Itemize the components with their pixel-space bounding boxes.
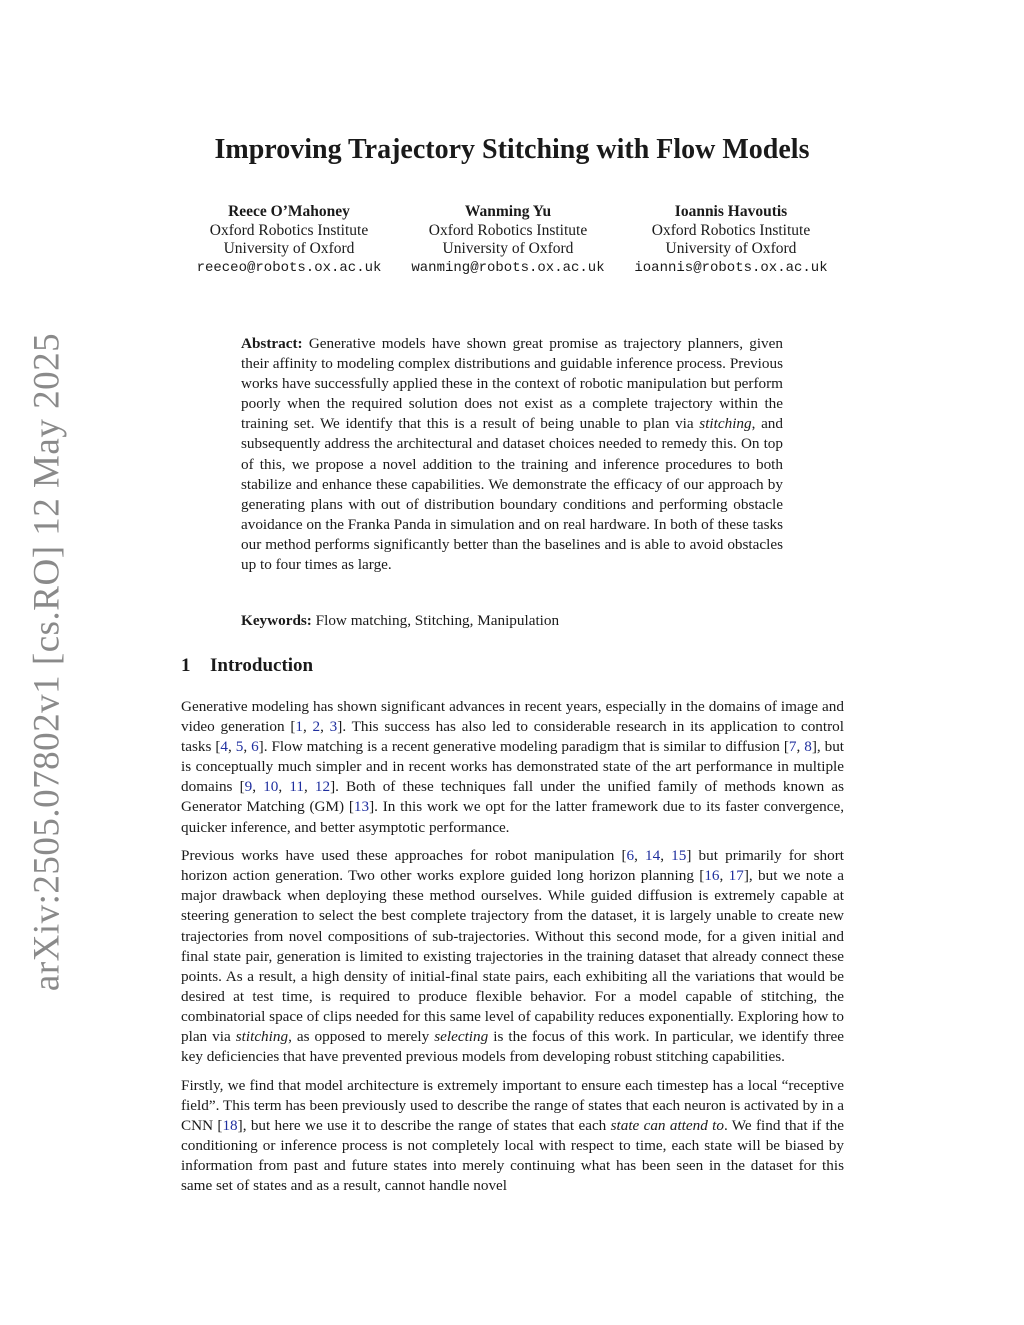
citation-link[interactable]: 7 (788, 738, 797, 756)
citation-link[interactable]: 18 (222, 1116, 238, 1134)
paragraph-text: is the focus of this work. In particular, we identify three key deficiencies that have prevented previous models from developing robust stitching capabilities. (181, 1028, 844, 1066)
citation-link[interactable]: 4 (220, 738, 228, 756)
paragraph-text: ]. Flow matching is a recent generative modeling paradigm that is similar to diffusion [ (258, 738, 789, 756)
paragraph-3 (181, 1076, 844, 1197)
author-institute: Oxford Robotics Institute (428, 221, 588, 239)
citation-link[interactable]: 8 (804, 738, 812, 756)
keywords (241, 611, 783, 631)
author-name: Wanming Yu (464, 203, 552, 220)
citation-separator: , (719, 867, 729, 885)
author-institute: Oxford Robotics Institute (651, 221, 811, 239)
citation-link[interactable]: 14 (645, 847, 661, 865)
author-institute: Oxford Robotics Institute (209, 221, 369, 239)
citation-link[interactable]: 13 (353, 798, 370, 816)
citation-separator: , (660, 847, 672, 865)
paragraph-text: ] but primarily for short horizon action generation. Two other works explore guided long horizon planning [ (181, 847, 844, 885)
citation-separator: , (796, 738, 805, 756)
abstract-emphasis: stitching (699, 415, 752, 433)
abstract-text: , and subsequently address the architectural and dataset choices needed to remedy this. On top of this, we propose a novel addition to the training and inference procedures to both stabilize and enhance these capabilities. We demonstrate the efficacy of our approach by generating plans with out of distribution boundary conditions and performing obstacle avoidance on the Franka Panda in simulation and on real hardware. In both of these tasks our method performs significantly better than the baselines and is able to avoid obstacles up to four times as large. (241, 415, 783, 574)
citation-link[interactable]: 16 (704, 867, 720, 885)
emphasis-text: stitching (235, 1028, 289, 1045)
citation-separator: , (303, 778, 315, 796)
paragraph-text: Firstly, we find that model architecture is extremely important to ensure each timestep has a local “receptive field”. This term has been previously used to describe the range of states that each neuron is activated by in a CNN [ (181, 1076, 844, 1134)
citation-link[interactable]: 9 (244, 778, 253, 796)
author-1 (197, 203, 382, 277)
citation-link[interactable]: 5 (235, 738, 244, 756)
citation-link[interactable]: 11 (289, 778, 304, 796)
paragraph-2 (181, 846, 844, 1067)
citation-separator: , (320, 718, 330, 736)
citation-link[interactable]: 10 (263, 778, 279, 796)
paragraph-text: Previous works have used these approaches for robot manipulation [ (181, 847, 627, 865)
keywords-label: Keywords: (241, 612, 312, 629)
paragraph-1 (181, 697, 844, 838)
author-name: Ioannis Havoutis (674, 203, 788, 220)
paragraph-text: ]. In this work we opt for the latter framework due to its faster convergence, quicker inference, and better asymptotic performance. (181, 798, 844, 836)
author-2 (411, 203, 604, 277)
citation-link[interactable]: 3 (329, 718, 338, 736)
introduction-body (181, 697, 844, 1205)
citation-link[interactable]: 1 (295, 718, 303, 736)
citation-link[interactable]: 17 (728, 867, 744, 885)
paragraph-text: ], but we note a major drawback when deploying these method ourselves. While guided diffusion is extremely capable at steering generation to select the best complete trajectory from the dataset, it is largely unable to create new trajectories from novel compositions of sub-trajectories. Without this second mode, for a given initial and final state pair, generation is limited to existing trajectories in the training dataset that already connect these points. As a result, a high density of initial-final state pairs, each exhibiting all the variations that would be desired at test time, is required to produce flexible behavior. For a model capable of stitching, the combinatorial space of clips needed for this same level of capability reduces exponentially. Exploring how to plan via (181, 867, 845, 1045)
author-email: wanming@robots.ox.ac.uk (411, 259, 605, 276)
paragraph-text: ]. Both of these techniques fall under the unified family of methods known as Generator Matching (GM) [ (181, 778, 845, 816)
citation-separator: , (302, 718, 313, 736)
paragraph-text: ], but is conceptually much simpler and in recent works has demonstrated state of the art performance in multiple domains [ (181, 738, 845, 796)
emphasis-text: state can attend to (610, 1116, 724, 1134)
author-university: University of Oxford (665, 240, 797, 257)
paragraph-text: . We find that if the conditioning or inference process is not completely local with respect to time, each state will be biased by information from past and future states into merely continuing what has been seen in the dataset for this same set of states and as a result, cannot handle novel (181, 1116, 845, 1195)
arxiv-identifier: arXiv:2505.07802v1 [cs.RO] 12 May 2025 (26, 332, 68, 992)
citation-link[interactable]: 6 (251, 738, 259, 756)
author-email: reeceo@robots.ox.ac.uk (196, 259, 382, 276)
author-block (0, 203, 1024, 283)
citation-separator: , (634, 847, 646, 865)
author-name: Reece O’Mahoney (228, 203, 350, 220)
section-heading-introduction (181, 655, 313, 677)
paragraph-text: ]. This success has also led to considerable research in its application to control tasks [ (181, 718, 844, 756)
author-university: University of Oxford (442, 240, 574, 257)
citation-link[interactable]: 12 (314, 778, 331, 796)
keywords-text: Flow matching, Stitching, Manipulation (315, 612, 560, 629)
paragraph-text: , as opposed to merely (288, 1028, 435, 1045)
author-email: ioannis@robots.ox.ac.uk (634, 259, 828, 276)
citation-link[interactable]: 2 (312, 718, 321, 736)
citation-separator: , (278, 778, 290, 796)
paper-title: Improving Trajectory Stitching with Flow Models (214, 134, 810, 165)
author-university: University of Oxford (223, 240, 355, 257)
author-3 (634, 203, 827, 277)
paragraph-text: ], but here we use it to describe the range of states that each (237, 1116, 611, 1134)
citation-link[interactable]: 15 (671, 847, 687, 865)
section-number: 1 (181, 655, 191, 676)
citation-separator: , (227, 738, 236, 756)
citation-link[interactable]: 6 (626, 847, 635, 865)
section-title: Introduction (210, 655, 314, 676)
citation-separator: , (252, 778, 264, 796)
abstract (241, 334, 783, 575)
citation-separator: , (243, 738, 252, 756)
abstract-label: Abstract: (241, 335, 303, 352)
abstract-text: Generative models have shown great promise as trajectory planners, given their affinity to modeling complex distributions and guidable inference process. Previous works have successfully applied these in the context of robotic manipulation but perform poorly when the required solution does not exist as a complete trajectory within the training set. We identify that this is a result of being unable to plan via (241, 335, 783, 433)
paragraph-text: Generative modeling has shown significant advances in recent years, especially in the domains of image and video generation [ (181, 698, 844, 736)
emphasis-text: selecting (434, 1028, 489, 1045)
